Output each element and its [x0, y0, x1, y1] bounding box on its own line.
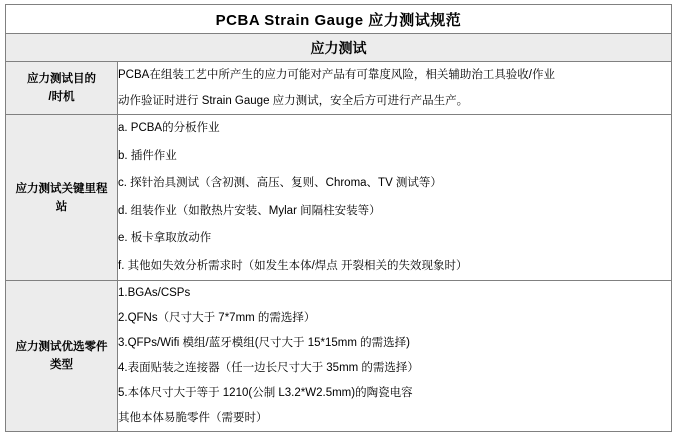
table-row — [6, 281, 672, 432]
row-label-line: 应力测试目的 — [27, 73, 96, 85]
content-line: d. 组装作业（如散热片安装、Mylar 间隔柱安装等） — [118, 204, 381, 217]
content-line: e. 板卡拿取放动作 — [118, 232, 212, 244]
row-content-parts — [118, 281, 672, 432]
row-label-line: 应力测试关键里程 — [15, 182, 108, 195]
content-line: 1.BGAs/CSPs — [118, 287, 191, 299]
row-label-stations — [6, 115, 118, 281]
content-line: b. 插件作业 — [118, 149, 177, 162]
content-line: 2.QFNs（尺寸大于 7*7mm 的需选择） — [118, 312, 316, 324]
content-line: f. 其他如失效分析需求时（如发生本体/焊点 开裂相关的失效现象时） — [118, 259, 468, 272]
document-title: PCBA Strain Gauge 应力测试规范 — [6, 5, 672, 34]
row-label-line: /时机 — [48, 91, 75, 103]
row-label-purpose — [6, 62, 118, 115]
content-line: 其他本体易脆零件（需要时） — [118, 412, 268, 424]
row-label-line: 类型 — [50, 359, 73, 371]
row-label-line: 站 — [55, 200, 68, 213]
section-header: 应力测试 — [6, 34, 672, 62]
table-row — [6, 62, 672, 115]
content-line: c. 探针治具测试（含初测、高压、复则、Chroma、TV 测试等） — [118, 177, 442, 189]
content-line: 3.QFPs/Wifi 模组/蓝牙模组(尺寸大于 15*15mm 的需选择) — [118, 337, 410, 349]
row-label-line: 应力测试优选零件 — [15, 341, 108, 353]
section-header-row — [6, 34, 672, 62]
table-row — [6, 115, 672, 281]
content-line: a. PCBA的分板作业 — [118, 122, 220, 134]
row-label-parts — [6, 281, 118, 432]
content-line: PCBA在组装工艺中所产生的应力可能对产品有可靠度风险，相关辅助治工具验收/作业 — [118, 69, 556, 81]
title-row — [6, 5, 672, 34]
document-page — [0, 4, 677, 434]
row-content-stations — [118, 115, 672, 281]
row-content-purpose — [118, 62, 672, 115]
content-line: 5.本体尺寸大于等于 1210(公制 L3.2*W2.5mm)的陶瓷电容 — [118, 387, 413, 399]
content-line: 动作验证时进行 Strain Gauge 应力测试，安全后方可进行产品生产。 — [118, 95, 469, 107]
spec-table — [5, 4, 672, 432]
content-line: 4.表面贴装之连接器（任一边长尺寸大于 35mm 的需选择） — [118, 362, 419, 374]
